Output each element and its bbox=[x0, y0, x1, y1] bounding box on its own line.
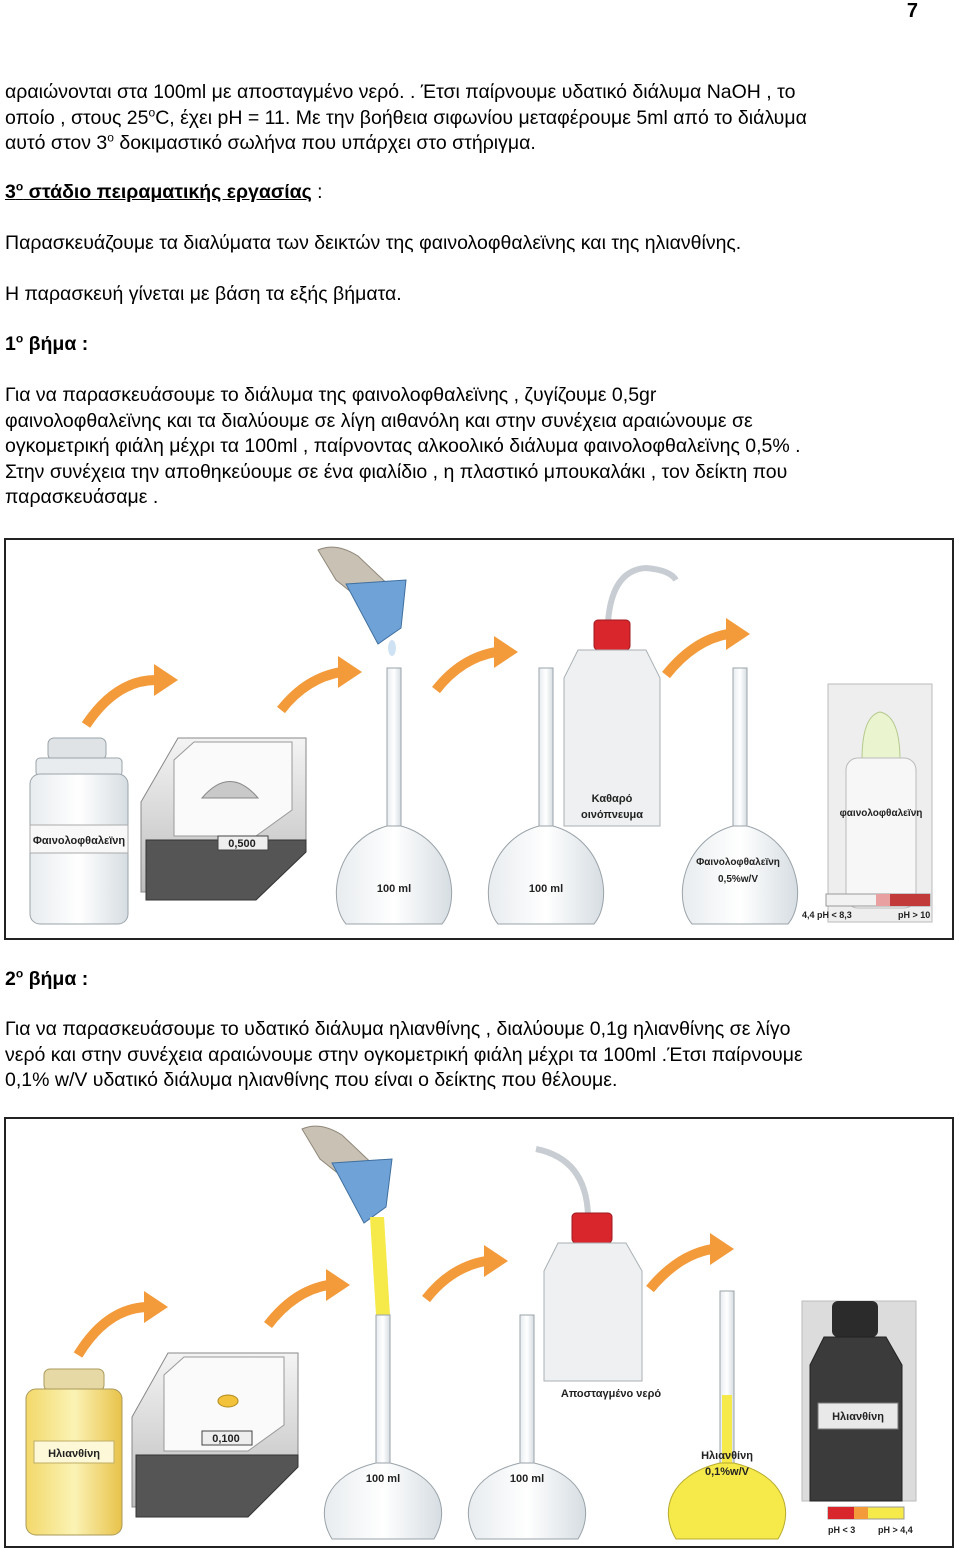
figure-illustration bbox=[6, 540, 952, 938]
step1-paragraph bbox=[5, 383, 950, 511]
text-line: ογκομετρική φιάλη μέχρι τα 100ml , παίρνοντας αλκοολικό διάλυμα φαινολοφθαλεϊνης 0,5% . bbox=[5, 435, 801, 457]
flask-volume-label: 100 ml bbox=[528, 883, 564, 895]
superscript: o bbox=[148, 105, 156, 119]
wash-bottle bbox=[536, 1149, 661, 1400]
arrow-icon bbox=[666, 634, 728, 675]
text-line: αυτό στον 3 bbox=[5, 132, 108, 154]
arrow-icon bbox=[154, 664, 178, 696]
heading-title: βήμα : bbox=[23, 968, 89, 990]
arrow-icon bbox=[338, 656, 362, 688]
text-line: δοκιμαστικό σωλήνα που υπάρχει στο στήριγμα. bbox=[113, 132, 536, 154]
heading-number: 2 bbox=[5, 968, 16, 990]
text-line: οποίο , στους 25 bbox=[5, 106, 149, 129]
text-line: 0,1% w/V υδατικό διάλυμα ηλιανθίνης που είναι ο δείκτης που θέλουμε. bbox=[5, 1069, 618, 1091]
volumetric-flask-3 bbox=[668, 1291, 785, 1539]
arrow-icon bbox=[144, 1291, 168, 1323]
wash-bottle-label-line1: Καθαρό bbox=[591, 793, 633, 805]
flask-solution-name: Ηλιανθίνη bbox=[701, 1450, 753, 1462]
scale-reading: 0,100 bbox=[212, 1433, 240, 1445]
stage3-line2: Η παρασκευή γίνεται με βάση τα εξής βήματα. bbox=[5, 283, 402, 305]
arrow-icon bbox=[710, 1233, 734, 1265]
arrow-icon bbox=[484, 1245, 508, 1277]
superscript: ο bbox=[107, 130, 114, 145]
bottle-label: Ηλιανθίνη bbox=[832, 1411, 884, 1423]
ph-range-high: pH > 10 bbox=[898, 910, 931, 920]
superscript: ο bbox=[15, 179, 24, 194]
jar-label: Ηλιανθίνη bbox=[48, 1448, 100, 1460]
figure-methyl-orange-preparation bbox=[4, 1117, 954, 1548]
arrow-icon bbox=[436, 652, 496, 690]
arrow-icon bbox=[426, 1261, 486, 1299]
arrow-icon bbox=[78, 1307, 146, 1355]
flask-volume-label: 100 ml bbox=[365, 1473, 401, 1485]
glove-icon bbox=[318, 547, 406, 656]
storage-bottle bbox=[802, 1301, 916, 1501]
arrow-icon bbox=[281, 672, 341, 710]
arrow-icon bbox=[726, 618, 750, 650]
arrow-icon bbox=[650, 1249, 712, 1289]
balance bbox=[141, 738, 306, 900]
paragraph-intro bbox=[5, 80, 950, 157]
text-line: φαινολοφθαλεϊνης και τα διαλύουμε σε λίγη αιθανόλη και στην συνέχεια αραιώνουμε σε bbox=[5, 409, 753, 432]
wash-bottle-label-line2: οινόπνευμα bbox=[581, 809, 643, 821]
flask-volume-label: 100 ml bbox=[509, 1473, 545, 1485]
heading-number: 3 bbox=[5, 181, 16, 203]
text-line: Για να παρασκευάσουμε το υδατικό διάλυμα ηλιανθίνης , διαλύουμε 0,1g ηλιανθίνης σε λίγο bbox=[5, 1018, 791, 1040]
arrow-icon bbox=[86, 680, 156, 725]
scale-reading: 0,500 bbox=[228, 838, 256, 850]
jar-label: Φαινολοφθαλεϊνη bbox=[32, 835, 126, 847]
powder-jar bbox=[30, 738, 128, 924]
volumetric-flask-1 bbox=[324, 1315, 441, 1539]
text-line: C, έχει pH = 11. Με την βοήθεια σιφωνίου μεταφέρουμε 5ml από το διάλυμα bbox=[155, 106, 807, 129]
ph-range-low: 4,4 pH < 8,3 bbox=[802, 910, 852, 920]
figure-illustration bbox=[6, 1119, 952, 1546]
heading-colon: : bbox=[311, 181, 323, 203]
superscript: ο bbox=[15, 331, 24, 346]
stage3-heading bbox=[5, 180, 950, 206]
figure-phenolphthalein-preparation bbox=[4, 538, 954, 940]
arrow-icon bbox=[494, 636, 518, 668]
text-line: Για να παρασκευάσουμε το διάλυμα της φαινολοφθαλεϊνης , ζυγίζουμε 0,5gr bbox=[5, 384, 657, 406]
wash-bottle bbox=[564, 568, 676, 826]
text-line: νερό και στην συνέχεια αραιώνουμε στην ογκομετρική φιάλη μέχρι τα 100ml .Έτσι παίρνουμε bbox=[5, 1043, 803, 1066]
wash-bottle-label: Αποσταγμένο νερό bbox=[560, 1388, 662, 1400]
page-number: 7 bbox=[906, 0, 918, 22]
stage3-line1: Παρασκευάζουμε τα διαλύματα των δεικτών της φαινολοφθαλεϊνης και της ηλιανθίνης. bbox=[5, 232, 742, 254]
heading-number: 1 bbox=[5, 333, 16, 355]
flask-volume-label: 100 ml bbox=[376, 883, 412, 895]
ph-range-low: pH < 3 bbox=[828, 1525, 856, 1535]
text-line: παρασκευάσαμε . bbox=[5, 486, 159, 508]
heading-title: βήμα : bbox=[23, 333, 89, 355]
flask-solution-name: Φαινολοφθαλεϊνη bbox=[696, 857, 780, 868]
powder-jar bbox=[26, 1369, 122, 1535]
flask-solution-concentration: 0,1%w/V bbox=[704, 1466, 750, 1478]
arrow-icon bbox=[268, 1285, 328, 1325]
flask-solution-concentration: 0,5%w/V bbox=[717, 874, 759, 885]
heading-title: στάδιο πειραματικής εργασίας bbox=[23, 181, 312, 203]
superscript: ο bbox=[15, 966, 24, 981]
volumetric-flask-1 bbox=[336, 668, 451, 924]
storage-bottle bbox=[828, 684, 932, 922]
ph-range-high: pH > 4,4 bbox=[878, 1525, 913, 1535]
balance bbox=[132, 1353, 298, 1517]
bottle-label: φαινολοφθαλεϊνη bbox=[839, 808, 923, 819]
step1-heading bbox=[5, 332, 950, 358]
step2-paragraph bbox=[5, 1017, 950, 1094]
arrow-icon bbox=[326, 1269, 350, 1301]
text-line: αραιώνονται στα 100ml με αποσταγμένο νερό. . Έτσι παίρνουμε υδατικό διάλυμα NaOH , το bbox=[5, 81, 796, 103]
ph-colour-scale bbox=[828, 1507, 913, 1535]
volumetric-flask-3 bbox=[682, 668, 797, 924]
text-line: Στην συνέχεια την αποθηκεύουμε σε ένα φιαλίδιο , η πλαστικό μπουκαλάκι , τον δείκτη που bbox=[5, 460, 788, 483]
step2-heading bbox=[5, 967, 950, 993]
